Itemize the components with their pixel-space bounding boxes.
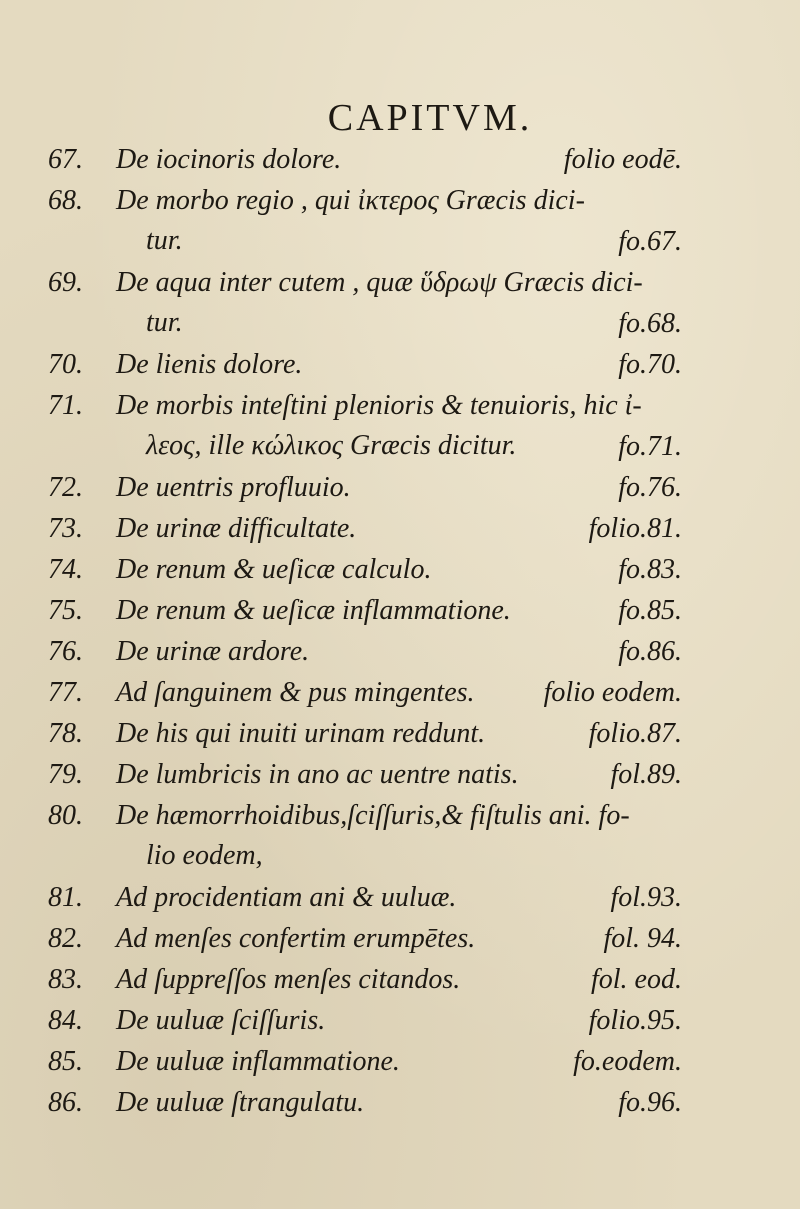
entry-number: 71.: [48, 390, 83, 421]
entry-folio: fo.83.: [618, 554, 682, 585]
entry-title: [116, 1083, 646, 1123]
entry-number: 85.: [48, 1046, 83, 1077]
entry-title: [116, 345, 646, 385]
entry-title: [116, 878, 646, 918]
entry-title: [116, 755, 646, 795]
running-head: CAPITVM.: [327, 97, 533, 139]
entry-title-line: De his qui inuiti urinam reddunt.: [116, 718, 486, 749]
entry-title-line: Ad procidentiam ani & uuluæ.: [116, 882, 457, 913]
contents-entry: [0, 755, 800, 796]
contents-entry: [0, 386, 800, 468]
entry-folio: fo.67.: [618, 226, 682, 257]
entry-title-line: De iocinoris dolore.: [116, 144, 342, 175]
entry-title-line: De uentris profluuio.: [116, 472, 351, 503]
entry-number: 74.: [48, 554, 83, 585]
entry-title-line: De urinæ difficultate.: [116, 513, 357, 544]
contents-entry: [0, 796, 800, 878]
contents-entry: [0, 263, 800, 345]
contents-entry: [0, 140, 800, 181]
contents-entry: [0, 1042, 800, 1083]
entry-number: 76.: [48, 636, 83, 667]
contents-entry: [0, 468, 800, 509]
entry-folio: fol. eod.: [591, 964, 682, 995]
contents-entry: [0, 181, 800, 263]
entry-folio: fo.68.: [618, 308, 682, 339]
contents-entry: [0, 632, 800, 673]
entry-folio: fo.85.: [618, 595, 682, 626]
entry-number: 68.: [48, 185, 83, 216]
entry-folio: fol.89.: [610, 759, 682, 790]
entry-title-continuation: tur.: [146, 225, 183, 256]
entry-folio: folio eodē.: [563, 144, 682, 175]
contents-entry: [0, 919, 800, 960]
entry-folio: folio eodem.: [543, 677, 682, 708]
contents-entry: [0, 1001, 800, 1042]
entry-title-line: De uuluæ ſtrangulatu.: [116, 1087, 365, 1118]
entry-number: 83.: [48, 964, 83, 995]
contents-entry: [0, 550, 800, 591]
contents-entry: [0, 960, 800, 1001]
entry-number: 67.: [48, 144, 83, 175]
entry-title-continuation: λεος, ille κώλικος Græcis dicitur.: [146, 430, 517, 461]
entry-title: [116, 263, 646, 343]
entry-number: 81.: [48, 882, 83, 913]
entry-folio: fo.76.: [618, 472, 682, 503]
entry-number: 82.: [48, 923, 83, 954]
entry-folio: fo.eodem.: [573, 1046, 682, 1077]
entry-title: [116, 796, 646, 876]
entry-number: 80.: [48, 800, 83, 831]
contents-entry: [0, 714, 800, 755]
contents-entry: [0, 673, 800, 714]
entry-title-line: De hæmorrhoidibus,ſciſſuris,& fiſtulis ani. fo-: [116, 800, 630, 831]
entry-number: 69.: [48, 267, 83, 298]
contents-list: [0, 140, 800, 1124]
entry-title-line: De uuluæ inflammatione.: [116, 1046, 400, 1077]
entry-title: [116, 468, 646, 508]
entry-title-continuation: lio eodem,: [146, 840, 263, 871]
entry-title-continuation: tur.: [146, 307, 183, 338]
entry-number: 79.: [48, 759, 83, 790]
entry-number: 72.: [48, 472, 83, 503]
entry-title-line: Ad menſes confertim erumpētes.: [116, 923, 476, 954]
entry-number: 70.: [48, 349, 83, 380]
entry-title-line: De renum & ueſicæ calculo.: [116, 554, 432, 585]
entry-title: [116, 919, 646, 959]
contents-entry: [0, 1083, 800, 1124]
entry-title: [116, 509, 646, 549]
entry-title-line: Ad ſanguinem & pus mingentes.: [116, 677, 475, 708]
entry-title-line: De urinæ ardore.: [116, 636, 310, 667]
entry-number: 84.: [48, 1005, 83, 1036]
entry-folio: fo.71.: [618, 431, 682, 462]
entry-number: 78.: [48, 718, 83, 749]
entry-title-line: De aqua inter cutem , quæ ὕδρωψ Græcis dici-: [116, 267, 643, 298]
entry-folio: fol.93.: [610, 882, 682, 913]
entry-folio: fo.70.: [618, 349, 682, 380]
entry-folio: fol. 94.: [603, 923, 682, 954]
entry-title: [116, 960, 646, 1000]
entry-number: 86.: [48, 1087, 83, 1118]
entry-title: [116, 1001, 646, 1041]
entry-title: [116, 181, 646, 261]
entry-title-line: De uuluæ ſciſſuris.: [116, 1005, 326, 1036]
entry-title-line: De morbis inteſtini plenioris & tenuioris, hic ἰ-: [116, 390, 642, 421]
entry-title: [116, 591, 646, 631]
entry-number: 73.: [48, 513, 83, 544]
entry-title: [116, 714, 646, 754]
entry-title-line: Ad ſuppreſſos menſes citandos.: [116, 964, 461, 995]
entry-title-line: De morbo regio , qui ἰκτερος Græcis dici-: [116, 185, 585, 216]
entry-folio: fo.96.: [618, 1087, 682, 1118]
entry-number: 75.: [48, 595, 83, 626]
contents-entry: [0, 878, 800, 919]
entry-title: [116, 1042, 646, 1082]
entry-folio: fo.86.: [618, 636, 682, 667]
entry-title: [116, 386, 646, 466]
entry-title-line: De renum & ueſicæ inflammatione.: [116, 595, 511, 626]
entry-title: [116, 550, 646, 590]
contents-entry: [0, 591, 800, 632]
entry-folio: folio.81.: [588, 513, 682, 544]
entry-folio: folio.87.: [588, 718, 682, 749]
entry-folio: folio.95.: [588, 1005, 682, 1036]
entry-title: [116, 632, 646, 672]
entry-number: 77.: [48, 677, 83, 708]
contents-entry: [0, 509, 800, 550]
contents-entry: [0, 345, 800, 386]
entry-title-line: De lienis dolore.: [116, 349, 303, 380]
entry-title-line: De lumbricis in ano ac uentre natis.: [116, 759, 519, 790]
